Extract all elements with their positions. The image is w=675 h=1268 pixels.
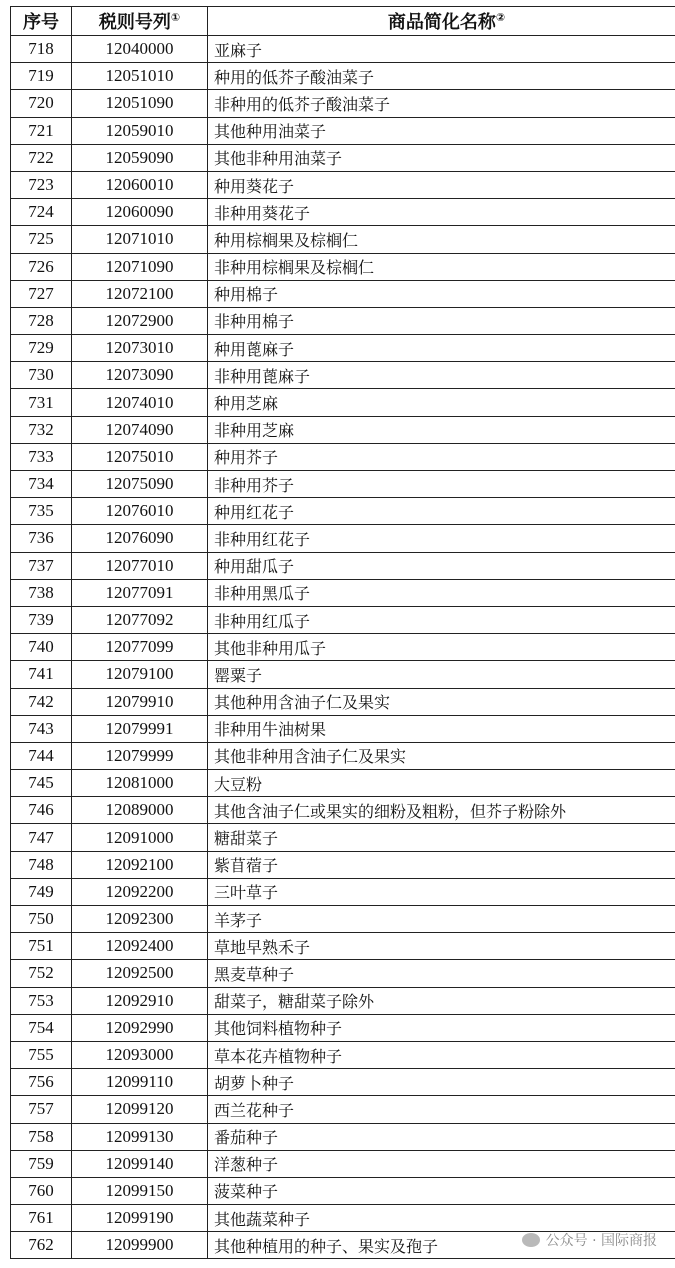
table-row — [11, 797, 675, 824]
tariff-code-cell: 12060010 — [72, 171, 208, 198]
table-row — [11, 661, 675, 688]
product-name-cell: 羊茅子 — [208, 906, 675, 933]
table-row — [11, 199, 675, 226]
product-name-cell: 种用棉子 — [208, 280, 675, 307]
table-row — [11, 851, 675, 878]
serial-no-cell: 721 — [11, 117, 72, 144]
table-row — [11, 770, 675, 797]
serial-no-cell: 752 — [11, 960, 72, 987]
serial-no-cell: 740 — [11, 634, 72, 661]
tariff-code-cell: 12079910 — [72, 688, 208, 715]
product-name-cell: 大豆粉 — [208, 770, 675, 797]
tariff-code-cell: 12077091 — [72, 579, 208, 606]
tariff-code-cell: 12074090 — [72, 416, 208, 443]
table-row — [11, 307, 675, 334]
serial-no-cell: 733 — [11, 443, 72, 470]
product-name-cell: 其他非种用油菜子 — [208, 144, 675, 171]
table-row — [11, 362, 675, 389]
tariff-code-cell: 12092100 — [72, 851, 208, 878]
product-name-cell: 其他种用含油子仁及果实 — [208, 688, 675, 715]
product-name-cell: 亚麻子 — [208, 36, 675, 63]
table-row — [11, 552, 675, 579]
table-row — [11, 824, 675, 851]
product-name-cell: 非种用的低芥子酸油菜子 — [208, 90, 675, 117]
product-name-cell: 三叶草子 — [208, 878, 675, 905]
product-name-cell: 非种用芥子 — [208, 471, 675, 498]
product-name-cell: 草本花卉植物种子 — [208, 1041, 675, 1068]
product-name-cell: 非种用棕榈果及棕榈仁 — [208, 253, 675, 280]
tariff-code-cell: 12092200 — [72, 878, 208, 905]
watermark — [522, 1230, 657, 1250]
product-name-cell: 其他种用油菜子 — [208, 117, 675, 144]
tariff-code-cell: 12099150 — [72, 1177, 208, 1204]
tariff-code-cell: 12079100 — [72, 661, 208, 688]
serial-no-cell: 748 — [11, 851, 72, 878]
tariff-code-cell: 12079991 — [72, 715, 208, 742]
tariff-code-cell: 12092300 — [72, 906, 208, 933]
table-row — [11, 742, 675, 769]
table-row — [11, 878, 675, 905]
serial-no-cell: 732 — [11, 416, 72, 443]
serial-no-cell: 720 — [11, 90, 72, 117]
tariff-code-cell: 12074010 — [72, 389, 208, 416]
tariff-code-cell: 12073010 — [72, 335, 208, 362]
table-row — [11, 1177, 675, 1204]
serial-no-cell: 756 — [11, 1069, 72, 1096]
tariff-code-cell: 12051010 — [72, 63, 208, 90]
tariff-code-cell: 12051090 — [72, 90, 208, 117]
tariff-code-cell: 12040000 — [72, 36, 208, 63]
product-name-cell: 紫苜蓿子 — [208, 851, 675, 878]
serial-no-cell: 760 — [11, 1177, 72, 1204]
product-name-cell: 其他饲料植物种子 — [208, 1014, 675, 1041]
tariff-code-cell: 12081000 — [72, 770, 208, 797]
table-row — [11, 280, 675, 307]
tariff-code-cell: 12093000 — [72, 1041, 208, 1068]
serial-no-cell: 729 — [11, 335, 72, 362]
product-name-cell: 菠菜种子 — [208, 1177, 675, 1204]
table-row — [11, 443, 675, 470]
product-name-cell: 其他非种用瓜子 — [208, 634, 675, 661]
product-name-cell: 番茄种子 — [208, 1123, 675, 1150]
serial-no-cell: 730 — [11, 362, 72, 389]
serial-no-cell: 737 — [11, 552, 72, 579]
serial-no-cell: 747 — [11, 824, 72, 851]
header-tariff-code: 税则号列① — [72, 7, 208, 36]
tariff-code-cell: 12099190 — [72, 1205, 208, 1232]
wechat-icon — [522, 1233, 540, 1247]
table-row — [11, 960, 675, 987]
tariff-code-cell: 12059090 — [72, 144, 208, 171]
table-row — [11, 715, 675, 742]
table-row — [11, 579, 675, 606]
serial-no-cell: 742 — [11, 688, 72, 715]
product-name-cell: 非种用红瓜子 — [208, 606, 675, 633]
tariff-code-cell: 12099140 — [72, 1150, 208, 1177]
serial-no-cell: 722 — [11, 144, 72, 171]
tariff-code-cell: 12092400 — [72, 933, 208, 960]
product-name-cell: 种用芝麻 — [208, 389, 675, 416]
serial-no-cell: 754 — [11, 1014, 72, 1041]
table-row — [11, 1041, 675, 1068]
serial-no-cell: 753 — [11, 987, 72, 1014]
product-name-cell: 其他种植用的种子、果实及孢子 — [208, 1232, 675, 1259]
tariff-code-cell: 12059010 — [72, 117, 208, 144]
tariff-code-cell: 12099110 — [72, 1069, 208, 1096]
product-name-cell: 非种用葵花子 — [208, 199, 675, 226]
tariff-code-cell: 12071090 — [72, 253, 208, 280]
table-body — [11, 36, 675, 1259]
tariff-code-cell: 12072900 — [72, 307, 208, 334]
table-row — [11, 987, 675, 1014]
serial-no-cell: 725 — [11, 226, 72, 253]
table-row — [11, 471, 675, 498]
table-row — [11, 933, 675, 960]
header-serial-no: 序号 — [11, 7, 72, 36]
product-name-cell: 非种用棉子 — [208, 307, 675, 334]
serial-no-cell: 762 — [11, 1232, 72, 1259]
serial-no-cell: 719 — [11, 63, 72, 90]
table-row — [11, 498, 675, 525]
tariff-code-cell: 12077099 — [72, 634, 208, 661]
serial-no-cell: 746 — [11, 797, 72, 824]
serial-no-cell: 755 — [11, 1041, 72, 1068]
table-row — [11, 1205, 675, 1232]
product-name-cell: 种用红花子 — [208, 498, 675, 525]
product-name-cell: 罂粟子 — [208, 661, 675, 688]
product-name-cell: 种用芥子 — [208, 443, 675, 470]
serial-no-cell: 728 — [11, 307, 72, 334]
tariff-code-cell: 12091000 — [72, 824, 208, 851]
product-name-cell: 其他含油子仁或果实的细粉及粗粉，但芥子粉除外 — [208, 797, 675, 824]
tariff-table — [10, 6, 675, 1259]
table-row — [11, 36, 675, 63]
tariff-code-cell: 12099900 — [72, 1232, 208, 1259]
table-row — [11, 606, 675, 633]
tariff-code-cell: 12073090 — [72, 362, 208, 389]
product-name-cell: 其他非种用含油子仁及果实 — [208, 742, 675, 769]
product-name-cell: 洋葱种子 — [208, 1150, 675, 1177]
tariff-code-cell: 12072100 — [72, 280, 208, 307]
table-row — [11, 525, 675, 552]
table-row — [11, 416, 675, 443]
product-name-cell: 种用葵花子 — [208, 171, 675, 198]
tariff-code-cell: 12076010 — [72, 498, 208, 525]
serial-no-cell: 735 — [11, 498, 72, 525]
serial-no-cell: 734 — [11, 471, 72, 498]
product-name-cell: 非种用芝麻 — [208, 416, 675, 443]
table-header-row — [11, 7, 675, 36]
product-name-cell: 草地早熟禾子 — [208, 933, 675, 960]
product-name-cell: 种用甜瓜子 — [208, 552, 675, 579]
product-name-cell: 非种用黑瓜子 — [208, 579, 675, 606]
product-name-cell: 种用棕榈果及棕榈仁 — [208, 226, 675, 253]
serial-no-cell: 731 — [11, 389, 72, 416]
serial-no-cell: 759 — [11, 1150, 72, 1177]
table-row — [11, 1069, 675, 1096]
serial-no-cell: 749 — [11, 878, 72, 905]
serial-no-cell: 723 — [11, 171, 72, 198]
table-row — [11, 1123, 675, 1150]
product-name-cell: 非种用蓖麻子 — [208, 362, 675, 389]
tariff-code-cell: 12060090 — [72, 199, 208, 226]
product-name-cell: 非种用红花子 — [208, 525, 675, 552]
tariff-code-cell: 12075010 — [72, 443, 208, 470]
serial-no-cell: 726 — [11, 253, 72, 280]
serial-no-cell: 724 — [11, 199, 72, 226]
tariff-code-cell: 12075090 — [72, 471, 208, 498]
serial-no-cell: 758 — [11, 1123, 72, 1150]
table-row — [11, 253, 675, 280]
serial-no-cell: 738 — [11, 579, 72, 606]
table-row — [11, 90, 675, 117]
serial-no-cell: 736 — [11, 525, 72, 552]
serial-no-cell: 743 — [11, 715, 72, 742]
tariff-code-cell: 12092910 — [72, 987, 208, 1014]
table-row — [11, 688, 675, 715]
serial-no-cell: 761 — [11, 1205, 72, 1232]
serial-no-cell: 757 — [11, 1096, 72, 1123]
tariff-code-cell: 12079999 — [72, 742, 208, 769]
table-row — [11, 1096, 675, 1123]
table-row — [11, 226, 675, 253]
product-name-cell: 种用的低芥子酸油菜子 — [208, 63, 675, 90]
serial-no-cell: 718 — [11, 36, 72, 63]
table-row — [11, 117, 675, 144]
serial-no-cell: 750 — [11, 906, 72, 933]
product-name-cell: 种用蓖麻子 — [208, 335, 675, 362]
tariff-code-cell: 12099120 — [72, 1096, 208, 1123]
tariff-code-cell: 12077092 — [72, 606, 208, 633]
table-row — [11, 634, 675, 661]
serial-no-cell: 727 — [11, 280, 72, 307]
footnote-2-mark: ② — [495, 11, 506, 24]
product-name-cell: 糖甜菜子 — [208, 824, 675, 851]
product-name-cell: 胡萝卜种子 — [208, 1069, 675, 1096]
tariff-code-cell: 12092500 — [72, 960, 208, 987]
table-row — [11, 63, 675, 90]
table-row — [11, 144, 675, 171]
table-row — [11, 906, 675, 933]
product-name-cell: 西兰花种子 — [208, 1096, 675, 1123]
table-row — [11, 389, 675, 416]
product-name-cell: 非种用牛油树果 — [208, 715, 675, 742]
header-product-name: 商品简化名称② — [208, 7, 675, 36]
watermark-text: 公众号 · 国际商报 — [545, 1233, 657, 1249]
product-name-cell: 甜菜子，糖甜菜子除外 — [208, 987, 675, 1014]
tariff-code-cell: 12071010 — [72, 226, 208, 253]
table-row — [11, 171, 675, 198]
table-row — [11, 1150, 675, 1177]
tariff-code-cell: 12089000 — [72, 797, 208, 824]
tariff-code-cell: 12077010 — [72, 552, 208, 579]
tariff-code-cell: 12076090 — [72, 525, 208, 552]
tariff-code-cell: 12099130 — [72, 1123, 208, 1150]
serial-no-cell: 739 — [11, 606, 72, 633]
table-row — [11, 1014, 675, 1041]
serial-no-cell: 741 — [11, 661, 72, 688]
tariff-code-cell: 12092990 — [72, 1014, 208, 1041]
product-name-cell: 其他蔬菜种子 — [208, 1205, 675, 1232]
product-name-cell: 黑麦草种子 — [208, 960, 675, 987]
serial-no-cell: 751 — [11, 933, 72, 960]
serial-no-cell: 745 — [11, 770, 72, 797]
table-row — [11, 335, 675, 362]
footnote-1-mark: ① — [170, 11, 181, 24]
serial-no-cell: 744 — [11, 742, 72, 769]
